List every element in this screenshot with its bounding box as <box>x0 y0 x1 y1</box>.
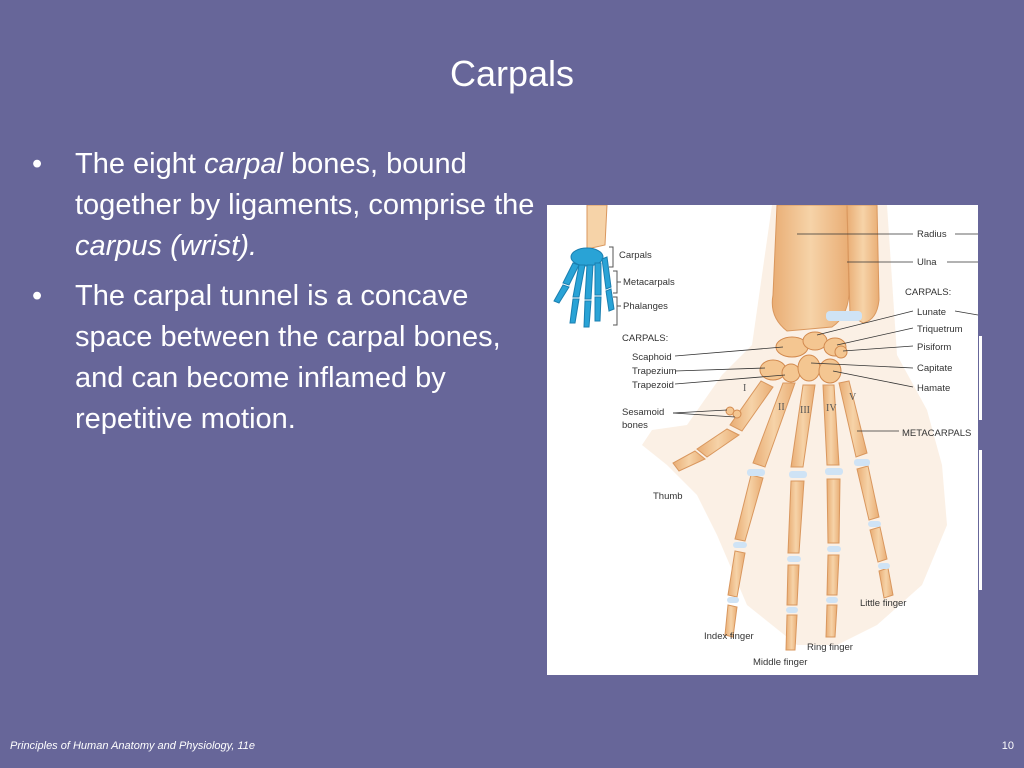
label-radius: Radius <box>917 229 947 240</box>
ulna-cartilage <box>826 311 862 321</box>
label-hamate: Hamate <box>917 383 951 394</box>
bullet-text-1c: bones, bound together by ligaments, comprise the <box>75 148 535 221</box>
label-sesamoid: Sesamoid <box>622 407 665 418</box>
label-thumb: Thumb <box>653 491 683 502</box>
bullet-list <box>30 144 550 449</box>
label-carpals-heading-left: CARPALS: <box>622 333 669 344</box>
roman-numeral-4: IV <box>826 403 837 414</box>
label-scaphoid: Scaphoid <box>632 352 672 363</box>
label-trapezium: Trapezium <box>632 366 677 377</box>
label-metacarpals: METACARPALS <box>902 428 972 439</box>
figure-edge-strip <box>979 336 982 420</box>
ulna-bone <box>847 205 879 323</box>
inset-label-phalanges: Phalanges <box>623 301 668 312</box>
label-pisiform: Pisiform <box>917 342 952 353</box>
label-ulna: Ulna <box>917 257 937 268</box>
middle-distal <box>786 615 797 650</box>
ring-middle <box>827 555 839 595</box>
label-ring-finger: Ring finger <box>807 642 853 653</box>
label-little-finger: Little finger <box>860 598 907 609</box>
bullet-dot-icon: • <box>32 148 43 180</box>
ring-proximal <box>827 479 840 543</box>
figure-edge-strip <box>979 450 982 590</box>
roman-numeral-1: I <box>743 383 747 394</box>
footer-book-title: Principles of Human Anatomy and Physiology, 11e <box>10 740 255 752</box>
capitate-bone <box>798 355 820 381</box>
label-capitate: Capitate <box>917 363 953 374</box>
label-middle-finger: Middle finger <box>753 657 808 668</box>
inset-label-metacarpals: Metacarpals <box>623 277 675 288</box>
footer-page-number: 10 <box>1001 740 1014 752</box>
ring-distal <box>826 605 837 637</box>
bullet-text-2: The carpal tunnel is a concave space between the carpal bones, and can become inflamed by repetitive motion. <box>75 280 501 435</box>
middle-middle <box>787 565 799 605</box>
lunate-bone <box>803 332 827 350</box>
label-lunate: Lunate <box>917 307 947 318</box>
bullet-text-1a: The eight <box>75 148 204 180</box>
label-index-finger: Index finger <box>704 631 754 642</box>
roman-numeral-5: V <box>849 392 857 403</box>
roman-numeral-2: II <box>778 402 785 413</box>
label-trapezoid: Trapezoid <box>632 380 674 391</box>
pisiform-bone <box>835 346 847 358</box>
inset-label-carpals: Carpals <box>619 250 652 261</box>
bullet-dot-icon: • <box>32 280 43 312</box>
bullet-text-1b: carpal <box>203 148 283 180</box>
bullet-item <box>30 144 550 267</box>
trapezoid-bone <box>782 364 800 382</box>
bullet-item <box>30 276 550 440</box>
inset-hand-icon <box>554 205 614 327</box>
roman-numeral-3: III <box>800 405 810 416</box>
bullet-text-1d: carpus (wrist). <box>75 230 258 262</box>
label-bones: bones <box>622 420 648 431</box>
label-triquetrum: Triquetrum <box>917 324 963 335</box>
hand-bones-figure <box>547 205 978 675</box>
hand-bones-illustration <box>547 205 978 675</box>
slide-title: Carpals <box>449 53 575 94</box>
label-carpals-heading-right: CARPALS: <box>905 287 952 298</box>
hamate-bone <box>819 359 841 383</box>
